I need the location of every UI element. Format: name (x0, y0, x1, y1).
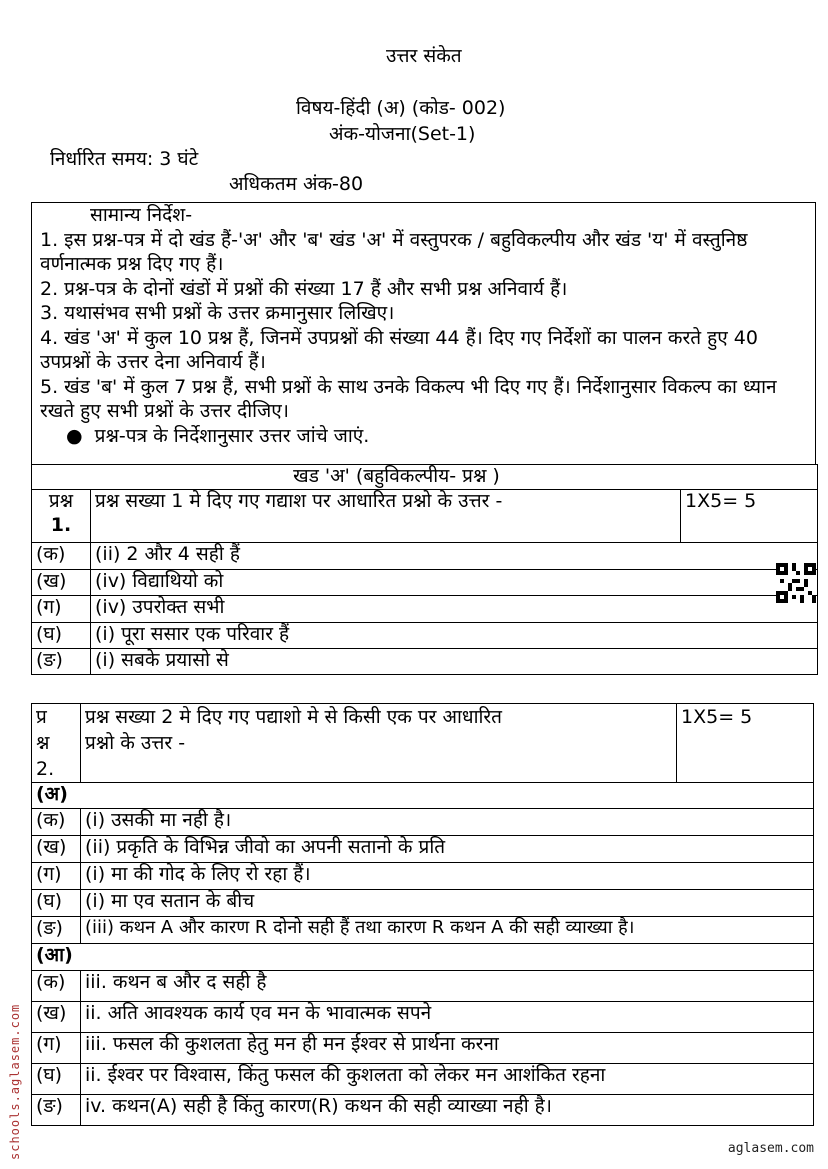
bullet-dot-icon: ● (66, 424, 95, 447)
question-2-marks: 1X5= 5 (677, 704, 814, 783)
answer-row (32, 622, 818, 648)
answer-row (32, 542, 818, 569)
option-label: (ग) (32, 863, 81, 890)
qr-code-icon (776, 563, 816, 603)
subject-line: विषय-हिंदी (अ) (कोड- 002) (296, 97, 506, 119)
answer-text: (iv) उपरोक्त सभी (91, 595, 818, 622)
instruction-1: 1. इस प्रश्न-पत्र में दो खंड हैं-'अ' और 'ब' खंड 'अ' में वस्तुपरक / बहुविकल्पीय और खंड 'य' में वस्तुनिष्ठ वर्णनात्मक प्रश्न दिए गए हैं। (40, 228, 748, 275)
instruction-2: 2. प्रश्न-पत्र के दोनों खंडों में प्रश्नों की संख्या 17 हैं और सभी प्रश्न अनिवार्य हैं। (40, 277, 568, 300)
part-b-label: (आ) (32, 944, 814, 971)
footer-watermark: aglasem.com (727, 1141, 814, 1156)
answer-key-title: उत्तर संकेत (386, 45, 462, 67)
option-label: (घ) (32, 1064, 81, 1095)
question-2-table (31, 703, 814, 1126)
option-label: (ङ) (32, 648, 91, 674)
answer-text: iii. कथन ब और द सही है (81, 971, 814, 1002)
option-label: (क) (32, 971, 81, 1002)
answer-text: ii. अति आवश्यक कार्य एव मन के भावात्मक सपने (81, 1002, 814, 1033)
option-label: (ग) (32, 1033, 81, 1064)
time-allowed: निर्धारित समय: 3 घंटे (50, 148, 199, 170)
question-label-part: श्न (36, 732, 50, 754)
question-1-text: प्रश्न सख्या 1 मे दिए गए गद्याश पर आधारित प्रश्नो के उत्तर - (91, 489, 681, 542)
answer-text: iv. कथन(A) सही है किंतु कारण(R) कथन की सही व्याख्या नही है। (81, 1095, 814, 1126)
answer-row (32, 971, 814, 1002)
section-a-title: खड 'अ' (बहुविकल्पीय- प्रश्न ) (32, 465, 818, 490)
answer-row (32, 1002, 814, 1033)
question-2-text-line: प्रश्नो के उत्तर - (85, 732, 186, 754)
answer-text: (ii) 2 और 4 सही हैं (91, 542, 818, 569)
option-label: (ग) (32, 595, 91, 622)
option-label: (ख) (32, 569, 91, 595)
section-a-title-row (32, 465, 818, 490)
max-marks: अधिकतम अंक-80 (229, 173, 364, 195)
answer-row (32, 890, 814, 917)
answer-row (32, 1064, 814, 1095)
answer-text: (iii) कथन A और कारण R दोनो सही हैं तथा कारण R कथन A की सही व्याख्या है। (81, 917, 814, 944)
question-number: 2. (36, 758, 55, 780)
question-number: 1. (50, 513, 72, 536)
answer-row (32, 1033, 814, 1064)
instruction-bullet (32, 424, 815, 449)
instruction-4: 4. खंड 'अ' में कुल 10 प्रश्न हैं, जिनमें उपप्रश्नों की संख्या 44 हैं। दिए गए निर्देशों का पालन करते हुए 40 उपप्रश्नों के उत्तर देना अनिवार्य हैं। (40, 326, 758, 373)
question-label-part: प्र (36, 706, 47, 728)
question-2-row (32, 704, 814, 783)
question-1-marks: 1X5= 5 (681, 489, 818, 542)
answer-text: (i) सबके प्रयासो से (91, 648, 818, 674)
instructions-heading: सामान्य निर्देश- (90, 204, 193, 226)
answer-row (32, 1095, 814, 1126)
answer-text: (i) उसकी मा नही है। (81, 809, 814, 836)
option-label: (ख) (32, 1002, 81, 1033)
answer-row (32, 595, 818, 622)
option-label: (घ) (32, 890, 81, 917)
general-instructions-box (31, 202, 816, 464)
option-label: (क) (32, 542, 91, 569)
bullet-text: प्रश्न-पत्र के निर्देशानुसार उत्तर जांचे जाएं. (94, 424, 370, 447)
answer-row (32, 569, 818, 595)
answer-row (32, 917, 814, 944)
option-label: (ङ) (32, 1095, 81, 1126)
answer-row (32, 836, 814, 863)
answer-row (32, 648, 818, 674)
option-label: (ङ) (32, 917, 81, 944)
question-2-text-line: प्रश्न सख्या 2 मे दिए गए पद्याशो मे से किसी एक पर आधारित (85, 706, 503, 728)
option-label: (घ) (32, 622, 91, 648)
answer-text: (i) मा एव सतान के बीच (81, 890, 814, 917)
part-a-label: (अ) (32, 783, 814, 809)
question-1-table (31, 464, 818, 675)
question-label-word: प्रश्न (48, 489, 74, 512)
instruction-3: 3. यथासंभव सभी प्रश्नों के उत्तर क्रमानुसार लिखिए। (40, 302, 395, 324)
answer-text: iii. फसल की कुशलता हेतु मन ही मन ईश्वर से प्रार्थना करना (81, 1033, 814, 1064)
answer-text: (iv) विद्याथियो को (91, 569, 818, 595)
side-watermark: schools.aglasem.com (8, 1003, 22, 1160)
answer-row (32, 809, 814, 836)
marking-scheme-line: अंक-योजना(Set-1) (329, 123, 476, 145)
question-1-row (32, 489, 818, 542)
answer-text: (i) पूरा ससार एक परिवार हैं (91, 622, 818, 648)
answer-text: (ii) प्रकृति के विभिन्न जीवो का अपनी सतानो के प्रति (81, 836, 814, 863)
answer-text: ii. ईश्वर पर विश्वास, किंतु फसल की कुशलता को लेकर मन आशंकित रहना (81, 1064, 814, 1095)
part-b-row (32, 944, 814, 971)
option-label: (क) (32, 809, 81, 836)
answer-row (32, 863, 814, 890)
part-a-row (32, 783, 814, 809)
question-2-text (81, 704, 677, 783)
question-2-label (32, 704, 81, 783)
instruction-5: 5. खंड 'ब' में कुल 7 प्रश्न हैं, सभी प्रश्नों के साथ उनके विकल्प भी दिए गए हैं। निर्देशानुसार विकल्प का ध्यान रखते हुए सभी प्रश्नों के उत्तर दीजिए। (40, 375, 777, 422)
question-1-label (32, 489, 91, 542)
answer-text: (i) मा की गोद के लिए रो रहा हैं। (81, 863, 814, 890)
option-label: (ख) (32, 836, 81, 863)
